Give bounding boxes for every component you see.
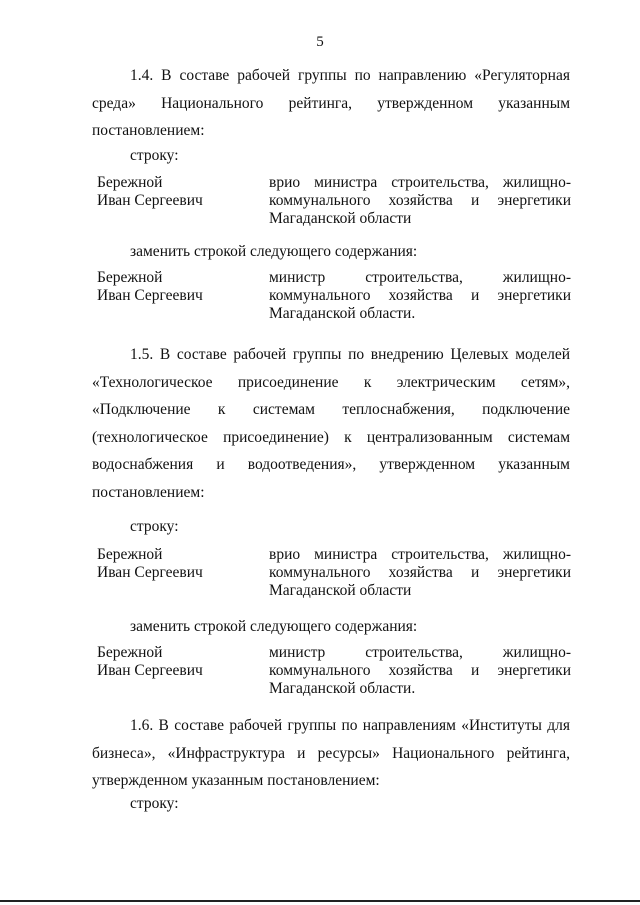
paragraph-line: постановлением: [92, 483, 205, 501]
position-line: Магаданской области. [269, 305, 416, 322]
paragraph-line: «Технологическое присоединение к электрическим сетям», [92, 373, 570, 391]
person-name [97, 269, 257, 305]
position-line: Магаданской области [269, 582, 412, 599]
position-line: Магаданской области. [269, 680, 416, 697]
replace-label: заменить строкой следующего содержания: [130, 243, 418, 260]
person-name [97, 546, 257, 582]
paragraph-1-6 [92, 712, 570, 795]
person-name [97, 644, 257, 680]
replace-label: заменить строкой следующего содержания: [130, 618, 418, 635]
surname: Бережной [97, 269, 163, 286]
row-label: строку: [130, 147, 179, 164]
paragraph-1-5 [92, 341, 570, 506]
bottom-rule [0, 900, 640, 902]
position-line: врио министра строительства, жилищно- [269, 174, 571, 191]
surname: Бережной [97, 546, 163, 563]
given-names: Иван Сергеевич [97, 192, 203, 209]
paragraph-line: 1.6. В составе рабочей группы по направлениям «Институты для [130, 717, 570, 734]
paragraph-line: среда» Национального рейтинга, утвержденном указанным [92, 94, 570, 112]
position-title [269, 174, 571, 228]
paragraph-line: «Подключение к системам теплоснабжения, подключение [92, 401, 570, 418]
position-line: коммунального хозяйства и энергетики [269, 662, 571, 679]
position-line: коммунального хозяйства и энергетики [269, 287, 571, 304]
page-number: 5 [316, 34, 324, 50]
paragraph-line: постановлением: [92, 122, 205, 139]
position-line: Магаданской области [269, 210, 412, 227]
row-label: строку: [130, 518, 179, 535]
given-names: Иван Сергеевич [97, 564, 203, 581]
paragraph-line: водоснабжения и водоотведения», утвержденном указанным [92, 456, 570, 473]
paragraph-line: утвержденном указанным постановлением: [92, 772, 380, 789]
paragraph-line: 1.4. В составе рабочей группы по направлению «Регуляторная [130, 67, 570, 84]
surname: Бережной [97, 174, 163, 191]
position-title [269, 644, 571, 698]
position-title [269, 546, 571, 600]
paragraph-1-4 [92, 62, 570, 145]
given-names: Иван Сергеевич [97, 287, 203, 304]
person-name [97, 174, 257, 210]
paragraph-line: 1.5. В составе рабочей группы по внедрению Целевых моделей [130, 346, 570, 363]
position-line: министр строительства, жилищно- [269, 644, 571, 661]
position-line: министр строительства, жилищно- [269, 269, 571, 286]
position-line: врио министра строительства, жилищно- [269, 546, 571, 563]
position-line: коммунального хозяйства и энергетики [269, 192, 571, 209]
given-names: Иван Сергеевич [97, 662, 203, 679]
paragraph-line: бизнеса», «Инфраструктура и ресурсы» Национального рейтинга, [92, 744, 570, 762]
position-line: коммунального хозяйства и энергетики [269, 564, 571, 581]
paragraph-line: (технологическое присоединение) к централизованным системам [92, 428, 570, 446]
row-label: строку: [130, 795, 179, 812]
position-title [269, 269, 571, 323]
surname: Бережной [97, 644, 163, 661]
